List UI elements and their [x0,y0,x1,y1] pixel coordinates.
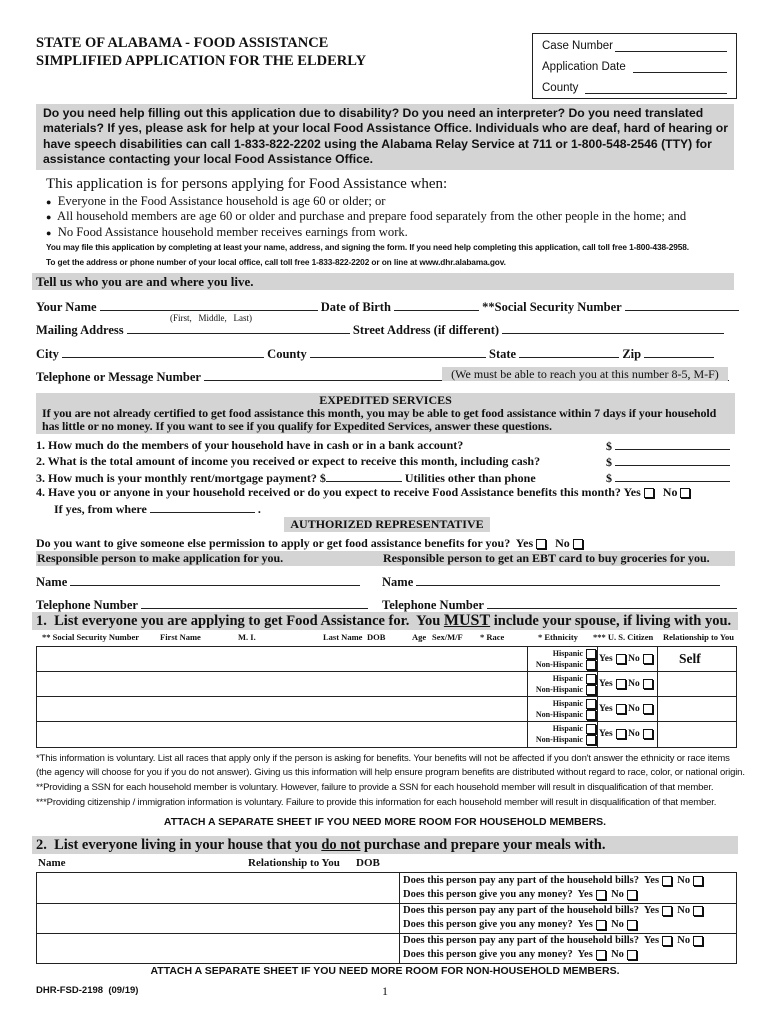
nonhousehold-col-name: Name [38,857,66,869]
bills-no-checkbox[interactable] [693,876,703,886]
money-no-checkbox[interactable] [627,890,637,900]
rep1-name-label: Name [36,575,68,589]
nonhousehold-col-dob: DOB [356,857,380,869]
expedited-intro: If you are not already certified to get food assistance this month, you may be able to get food assistance within 7 days if your household has little or no money. If you want to see if you qualify for Expedited Services, answer these questions. [42,406,717,433]
non-hispanic-checkbox[interactable] [586,710,596,720]
money-yes-checkbox[interactable] [596,890,606,900]
rep1-name-field[interactable] [70,574,360,586]
household-row-2[interactable] [37,672,527,696]
ethnicity-row-4: Hispanic Non-Hispanic [528,723,596,745]
rep2-phone-label: Telephone Number [382,598,484,612]
col-dob: DOB [367,632,386,642]
rep-no-checkbox[interactable] [573,539,583,549]
nonhousehold-heading: 2. List everyone living in your house that you do not purchase and prepare your meals with. [32,836,738,854]
street-field[interactable] [502,322,724,334]
col-race: * Race [480,632,505,642]
footnote-citizenship: ***Providing citizenship / immigration information is voluntary. Failure to provide this information for each household member will result in disqualification of that member. [36,797,717,808]
household-heading: 1. List everyone you are applying to get Food Assistance for. You MUST include your spouse, if living with you. [32,612,738,630]
citizen-row-1: Yes No [599,654,653,664]
question-1: 1. How much do the members of your household have in cash or in a bank account? [36,438,464,452]
question-4: 4. Have you or anyone in your household received or do you expect to receive Food Assistance benefits this month? [36,485,621,499]
col-citizen: *** U. S. Citizen [593,632,654,642]
col-last: Last Name [323,632,363,642]
page-number: 1 [382,984,388,998]
rep-headers [36,551,735,566]
nonhousehold-col-rel: Relationship to You [248,857,340,869]
income-field[interactable] [615,454,730,466]
ssn-label: **Social Security Number [482,300,622,314]
application-date-field[interactable] [633,72,727,73]
dob-label: Date of Birth [320,300,391,314]
bills-yes-checkbox[interactable] [662,936,672,946]
cash-field[interactable] [615,438,730,450]
city-label: City [36,347,59,361]
q4-yes-checkbox[interactable] [644,488,654,498]
rep-left-header: Responsible person to make application for you. [37,551,284,565]
citizen-yes-checkbox[interactable] [616,704,626,714]
footnote-ssn: **Providing a SSN for each household member is voluntary. However, failure to provide a SSN for each household member will result in disqualification of that member. [36,782,714,793]
dob-field[interactable] [394,299,479,311]
nonhousehold-row-2[interactable] [37,904,399,933]
ssn-field[interactable] [625,299,739,311]
zip-field[interactable] [644,346,714,358]
form-id: DHR-FSD-2198 (09/19) [36,985,139,996]
office-use-box [532,33,737,99]
household-column-headers [36,632,736,646]
citizen-no-checkbox[interactable] [643,654,653,664]
rent-field[interactable] [326,470,402,482]
hispanic-checkbox[interactable] [586,649,596,659]
name-hint: (First, Middle, Last) [170,313,252,323]
nonhousehold-row-3[interactable] [37,934,399,963]
mailing-label: Mailing Address [36,323,124,337]
col-sex: Sex/M/F [432,632,463,642]
city-field[interactable] [62,346,264,358]
state-field[interactable] [519,346,619,358]
title-line-1: STATE OF ALABAMA - FOOD ASSISTANCE [36,35,329,51]
non-hispanic-checkbox[interactable] [586,735,596,745]
non-hispanic-checkbox[interactable] [586,685,596,695]
eligibility-list [46,194,686,240]
utilities-field[interactable] [615,470,730,482]
list-item: ● Everyone in the Food Assistance household is age 60 or older; or [46,194,386,208]
expedited-box [36,393,735,434]
application-date-label: Application Date [542,61,626,73]
where-field[interactable] [150,501,255,513]
question-3: 3. How much is your monthly rent/mortgage payment? $ [36,471,326,485]
case-number-label: Case Number [542,40,613,52]
hispanic-checkbox[interactable] [586,724,596,734]
citizen-yes-checkbox[interactable] [616,679,626,689]
q4-no-checkbox[interactable] [680,488,690,498]
county-label: County [267,347,307,361]
street-label: Street Address (if different) [352,323,500,337]
county-office-label: County [542,82,579,94]
eligibility-heading: This application is for persons applying for Food Assistance when: [46,176,448,192]
household-row-3[interactable] [37,697,527,721]
nonhousehold-row-1[interactable] [37,873,399,903]
nonhousehold-table [36,872,737,964]
bills-yes-checkbox[interactable] [662,906,672,916]
rep-right-header: Responsible person to get an EBT card to buy groceries for you. [383,551,710,565]
citizen-no-checkbox[interactable] [643,679,653,689]
rep2-name-label: Name [382,575,414,589]
phone-label: Telephone or Message Number [36,370,201,384]
citizen-yes-checkbox[interactable] [616,654,626,664]
non-hispanic-checkbox[interactable] [586,660,596,670]
rep-yes-checkbox[interactable] [536,539,546,549]
if-yes-label: If yes, from where [54,502,147,516]
household-table [36,646,737,748]
nonhousehold-questions-1: Does this person pay any part of the household bills? Yes No Does this person give you any money? Yes No [403,874,703,902]
col-age: Age [412,632,427,642]
filing-note: You may file this application by completing at least your name, address, and signing the form. If you need help completing this application, call toll free 1-800-438-2958. [46,242,689,252]
col-mi: M. I. [238,632,256,642]
ethnicity-row-1: Hispanic Non-Hispanic [528,648,596,670]
mailing-field[interactable] [127,322,350,334]
ethnicity-row-3: Hispanic Non-Hispanic [528,698,596,720]
col-ssn: ** Social Security Number [42,632,140,642]
attach-household: ATTACH A SEPARATE SHEET IF YOU NEED MORE ROOM FOR HOUSEHOLD MEMBERS. [163,816,607,828]
rep2-name-field[interactable] [416,574,720,586]
state-label: State [489,347,517,361]
citizen-yes-checkbox[interactable] [616,729,626,739]
money-yes-checkbox[interactable] [596,920,606,930]
hispanic-checkbox[interactable] [586,674,596,684]
self-label: Self [679,651,701,666]
household-row-1[interactable] [37,647,527,671]
phone-note: (We must be able to reach you at this number 8-5, M-F) [442,367,728,381]
county-office-field[interactable] [585,93,727,94]
rep2-phone-field[interactable] [487,597,737,609]
zip-label: Zip [622,347,642,361]
household-row-4[interactable] [37,722,527,746]
money-no-checkbox[interactable] [627,920,637,930]
expedited-title: EXPEDITED SERVICES [319,393,452,407]
section-title: Tell us who you are and where you live. [36,274,254,289]
citizen-no-checkbox[interactable] [643,729,653,739]
col-relationship: Relationship to You [663,632,735,642]
footnote-race: *This information is voluntary. List all races that apply only if the person is asking for benefits. Your benefits will not be affected if you don't answer the ethnicity or race items [36,753,730,764]
title-line-2: SIMPLIFIED APPLICATION FOR THE ELDERLY [36,53,367,69]
county-field[interactable] [310,346,486,358]
bills-no-checkbox[interactable] [693,906,703,916]
form-title [36,34,366,70]
money-no-checkbox[interactable] [627,950,637,960]
nonhousehold-questions-2: Does this person pay any part of the household bills? Yes No Does this person give you any money? Yes No [403,904,703,932]
hispanic-checkbox[interactable] [586,699,596,709]
utilities-label: Utilities other than phone [404,471,536,485]
list-item: ● No Food Assistance household member receives earnings from work. [46,224,408,239]
your-name-label: Your Name [36,300,97,314]
rep1-phone-field[interactable] [141,597,368,609]
bills-no-checkbox[interactable] [693,936,703,946]
list-item: ● All household members are age 60 or older and purchase and prepare food separately from the other people in the home; and [46,209,687,224]
attach-nonhousehold: ATTACH A SEPARATE SHEET IF YOU NEED MORE ROOM FOR NON-HOUSEHOLD MEMBERS. [150,965,620,977]
personal-section-bar [32,273,734,290]
question-2: 2. What is the total amount of income you received or expect to receive this month, including cash? [36,454,541,468]
authorized-question: Do you want to give someone else permission to apply or get food assistance benefits for you? [36,536,511,550]
citizen-row-3: Yes No [599,704,653,714]
disability-notice: Do you need help filling out this application due to disability? Do you need an interpreter? Do you need translated materials? If yes, please ask for help at your local Food Assistance Office. Individuals who are deaf, hard of hearing or have speech disabilities can call 1-833-822-2202 using the Alabama Relay Service at 711 or 1-800-548-2546 (TTY) for assistance contacting your local Food Assistance Office. [36,104,734,170]
col-ethnicity: * Ethnicity [538,632,578,642]
authorized-title: AUTHORIZED REPRESENTATIVE [284,517,490,532]
citizen-no-checkbox[interactable] [643,704,653,714]
citizen-row-2: Yes No [599,679,653,689]
citizen-row-4: Yes No [599,729,653,739]
ethnicity-row-2: Hispanic Non-Hispanic [528,673,596,695]
money-yes-checkbox[interactable] [596,950,606,960]
col-first: First Name [160,632,201,642]
bills-yes-checkbox[interactable] [662,876,672,886]
rep1-phone-label: Telephone Number [36,598,138,612]
office-note: To get the address or phone number of your local office, call toll free 1-833-822-2202 or on line at www.dhr.alabama.gov. [46,257,506,267]
footnote-race-cont: (the agency will choose for you if you do not answer). Giving us this information will help ensure program benefits are distributed without regard to race, color, or national origin. [36,767,745,778]
nonhousehold-questions-3: Does this person pay any part of the household bills? Yes No Does this person give you any money? Yes No [403,934,703,962]
case-number-field[interactable] [615,51,727,52]
your-name-field[interactable] [100,299,318,311]
